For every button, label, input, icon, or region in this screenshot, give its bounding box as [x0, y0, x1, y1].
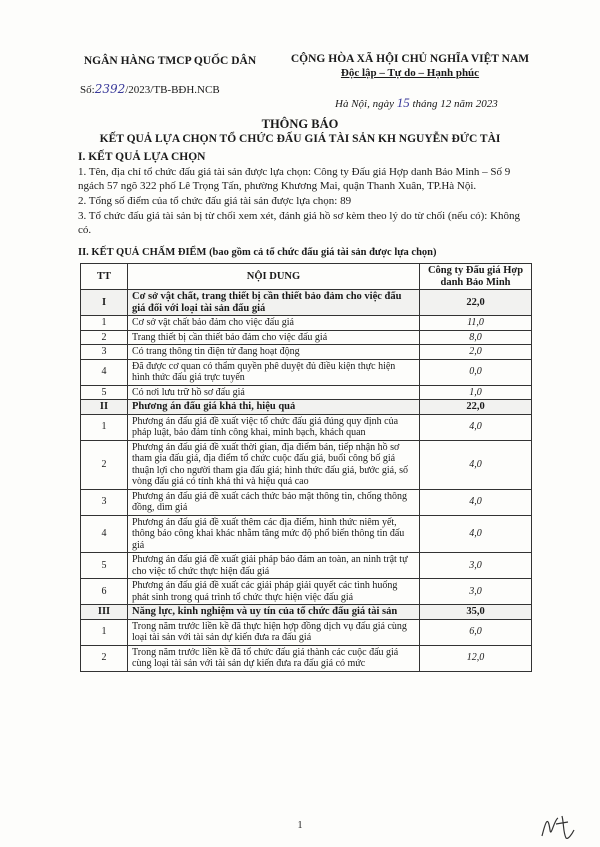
row-tt-cell: 4: [81, 359, 128, 385]
row-score-cell: 35,0: [420, 605, 532, 620]
date-prefix: Hà Nội, ngày: [335, 98, 394, 110]
row-content-cell: Năng lực, kinh nghiệm và uy tín của tổ chức đấu giá tài sản: [128, 605, 420, 620]
section-1-paragraph-2: 2. Tổng số điểm của tổ chức đấu giá tài sản được lựa chọn: 89: [78, 195, 352, 207]
table-group-row: [81, 400, 532, 415]
row-content-cell: Cơ sở vật chất bảo đảm cho việc đấu giá: [128, 316, 420, 331]
row-score-cell: 6,0: [420, 619, 532, 645]
row-content-cell: Có nơi lưu trữ hồ sơ đấu giá: [128, 385, 420, 400]
row-score-cell: 4,0: [420, 414, 532, 440]
row-tt-cell: 4: [81, 515, 128, 553]
row-tt-cell: 6: [81, 579, 128, 605]
table-row: [81, 515, 532, 553]
row-content-cell: Trang thiết bị cần thiết bảo đảm cho việc đấu giá: [128, 330, 420, 345]
row-tt-cell: 3: [81, 345, 128, 360]
table-row: [81, 619, 532, 645]
section-1-paragraph-1: 1. Tên, địa chỉ tổ chức đấu giá tài sản được lựa chọn: Công ty Đấu giá Hợp danh Bảo Minh – Số 9 ngách 57 ngõ 322 phố Lê Trọng Tấn, phường Khương Mai, quận Thanh Xuân, TP.Hà Nội.: [78, 166, 511, 192]
row-content-cell: Có trang thông tin điện tử đang hoạt động: [128, 345, 420, 360]
document-date: [335, 95, 498, 111]
row-content-cell: Phương án đấu giá đề xuất thêm các địa điểm, hình thức niêm yết, thông báo công khai khác nhằm tăng mức độ phổ biến thông tin đấu giá: [128, 515, 420, 553]
table-row: [81, 385, 532, 400]
table-group-row: [81, 290, 532, 316]
date-day-handwritten: 15: [396, 95, 410, 110]
section-1-paragraph-3: 3. Tổ chức đấu giá tài sản bị từ chối xem xét, đánh giá hồ sơ kèm theo lý do từ chối (nếu có): Không có.: [78, 210, 521, 236]
page-number: 1: [297, 820, 303, 831]
row-content-cell: Đã được cơ quan có thẩm quyền phê duyệt đủ điều kiện thực hiện hình thức đấu giá trực tuyến: [128, 359, 420, 385]
row-score-cell: 4,0: [420, 489, 532, 515]
motto: Độc lập – Tự do – Hạnh phúc: [340, 67, 480, 79]
row-score-cell: 4,0: [420, 440, 532, 489]
table-row: [81, 414, 532, 440]
row-tt-cell: 5: [81, 385, 128, 400]
row-tt-cell: 3: [81, 489, 128, 515]
section-2-heading: II. KẾT QUẢ CHẤM ĐIỂM (bao gồm cả tổ chức đấu giá tài sản được lựa chọn): [78, 247, 437, 258]
row-tt-cell: I: [81, 290, 128, 316]
row-content-cell: Phương án đấu giá khả thi, hiệu quả: [128, 400, 420, 415]
row-score-cell: 22,0: [420, 400, 532, 415]
scoring-table: [80, 263, 532, 672]
row-content-cell: Cơ sở vật chất, trang thiết bị cần thiết bảo đảm cho việc đấu giá đối với loại tài sản đấu giá: [128, 290, 420, 316]
row-score-cell: 11,0: [420, 316, 532, 331]
date-suffix: tháng 12 năm 2023: [412, 98, 498, 110]
initials-signature-icon: [538, 810, 578, 842]
table-row: [81, 316, 532, 331]
row-tt-cell: 2: [81, 440, 128, 489]
row-content-cell: Phương án đấu giá đề xuất việc tổ chức đấu giá đúng quy định của pháp luật, bảo đảm tính công khai, minh bạch, khách quan: [128, 414, 420, 440]
doc-suffix: /2023/TB-BĐH.NCB: [125, 84, 220, 96]
table-row: [81, 579, 532, 605]
col-content-header: NỘI DUNG: [128, 264, 420, 290]
col-score-header: Công ty Đấu giá Hợp danh Bảo Minh: [420, 264, 532, 290]
row-score-cell: 3,0: [420, 553, 532, 579]
nation-title: CỘNG HÒA XÃ HỘI CHỦ NGHĨA VIỆT NAM: [290, 53, 530, 65]
table-row: [81, 359, 532, 385]
table-group-row: [81, 605, 532, 620]
col-tt-header: TT: [81, 264, 128, 290]
national-header: [280, 53, 540, 79]
table-row: [81, 489, 532, 515]
table-row: [81, 553, 532, 579]
row-content-cell: Phương án đấu giá đề xuất các giải pháp giải quyết các tình huống phát sinh trong quá trình tổ chức thực hiện việc đấu giá: [128, 579, 420, 605]
row-content-cell: Phương án đấu giá đề xuất giải pháp bảo đảm an toàn, an ninh trật tự cho việc tổ chức thực hiện đấu giá: [128, 553, 420, 579]
row-tt-cell: 5: [81, 553, 128, 579]
row-score-cell: 2,0: [420, 345, 532, 360]
table-row: [81, 330, 532, 345]
document-subtitle: KẾT QUẢ LỰA CHỌN TỔ CHỨC ĐẤU GIÁ TÀI SẢN KH NGUYỄN ĐỨC TÀI: [99, 133, 501, 145]
row-score-cell: 0,0: [420, 359, 532, 385]
row-score-cell: 4,0: [420, 515, 532, 553]
document-number: [80, 82, 220, 96]
table-header-row: [81, 264, 532, 290]
document-title: THÔNG BÁO: [261, 117, 339, 131]
row-tt-cell: 1: [81, 619, 128, 645]
table-row: [81, 345, 532, 360]
row-tt-cell: 1: [81, 316, 128, 331]
doc-prefix: Số:: [80, 84, 95, 96]
row-tt-cell: III: [81, 605, 128, 620]
row-score-cell: 22,0: [420, 290, 532, 316]
row-score-cell: 12,0: [420, 645, 532, 671]
row-score-cell: 3,0: [420, 579, 532, 605]
doc-number-handwritten: 2392: [94, 82, 126, 96]
row-content-cell: Trong năm trước liền kề đã tổ chức đấu giá thành các cuộc đấu giá cùng loại tài sản với tài sản dự kiến đưa ra đấu giá có mức: [128, 645, 420, 671]
row-score-cell: 8,0: [420, 330, 532, 345]
row-tt-cell: 2: [81, 645, 128, 671]
section-1-heading: I. KẾT QUẢ LỰA CHỌN: [78, 151, 206, 163]
row-content-cell: Phương án đấu giá đề xuất thời gian, địa điểm bán, tiếp nhận hồ sơ tham gia đấu giá, địa điểm tổ chức cuộc đấu giá, buổi công bố giá thuận lợi cho người tham gia đấu giá; hình thức đấu giá, bước giá, số vòng đấu giá có tính khả thi và hiệu quả cao: [128, 440, 420, 489]
row-content-cell: Trong năm trước liền kề đã thực hiện hợp đồng dịch vụ đấu giá cùng loại tài sản với tài sản dự kiến đưa ra đấu giá: [128, 619, 420, 645]
row-score-cell: 1,0: [420, 385, 532, 400]
row-tt-cell: 2: [81, 330, 128, 345]
row-tt-cell: 1: [81, 414, 128, 440]
table-row: [81, 645, 532, 671]
table-body: [81, 290, 532, 672]
row-content-cell: Phương án đấu giá đề xuất cách thức bảo mật thông tin, chống thông đồng, dìm giá: [128, 489, 420, 515]
bank-name: NGÂN HÀNG TMCP QUỐC DÂN: [83, 55, 257, 67]
table-row: [81, 440, 532, 489]
row-tt-cell: II: [81, 400, 128, 415]
